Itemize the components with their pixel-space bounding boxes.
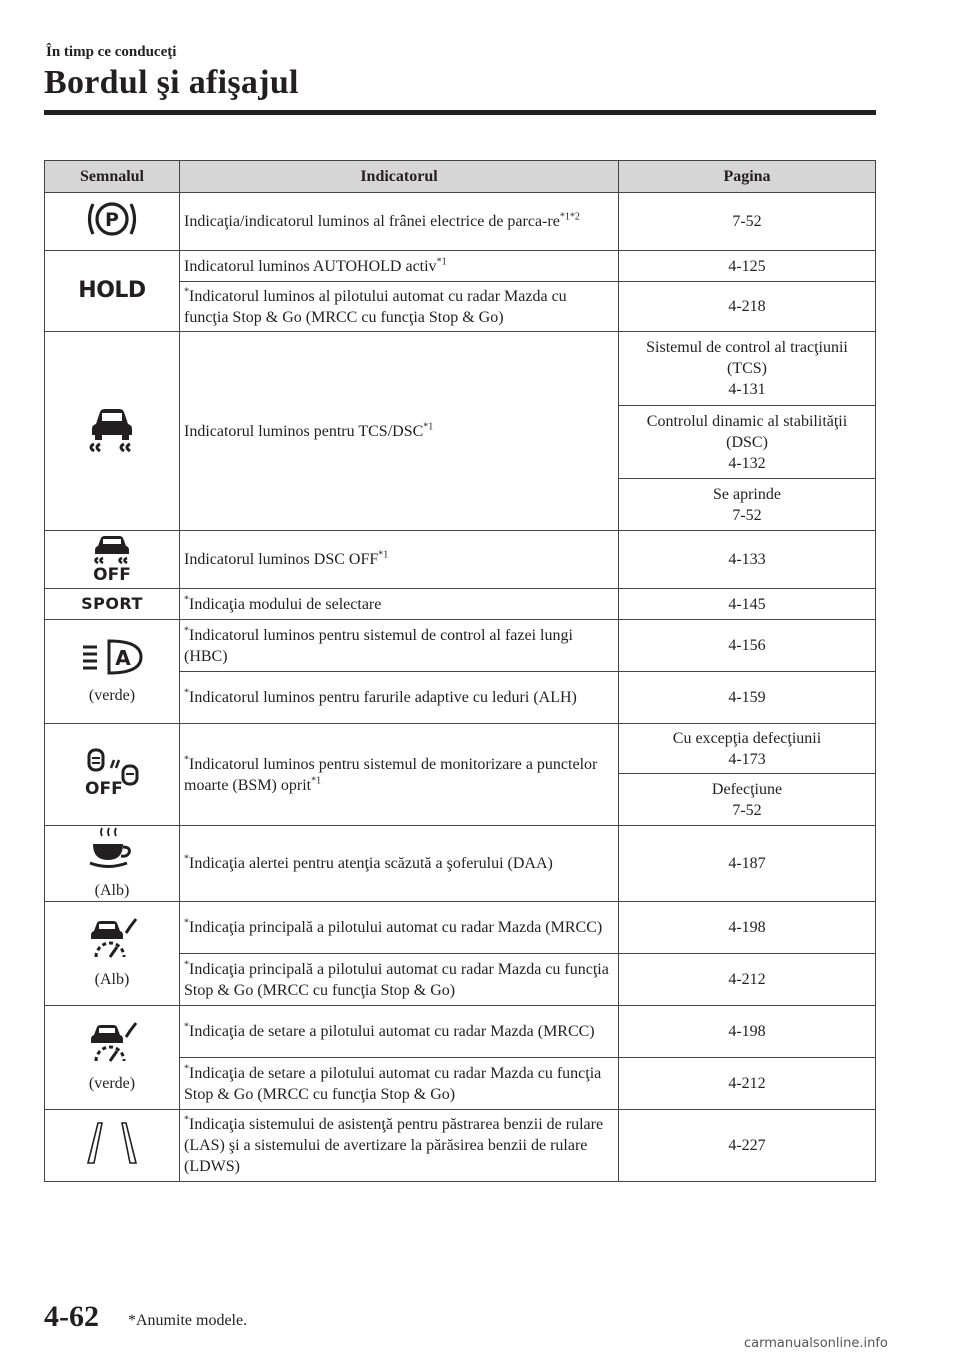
page-cell: 4-198: [619, 1006, 876, 1058]
page-ref: 7-52: [732, 801, 762, 819]
indicator-cell: [180, 1110, 619, 1182]
indicator-text: Indicaţia de setare a pilotului automat cu radar Mazda cu funcţia Stop & Go (MRCC cu funcţia Stop & Go): [184, 1064, 602, 1103]
page-cell: 4-125: [619, 251, 876, 282]
indicator-text: Indicatorul luminos pentru farurile adaptive cu leduri (ALH): [189, 689, 577, 706]
indicator-cell: [180, 193, 619, 251]
page-ref: 4-131: [728, 381, 766, 398]
page-cell: 4-212: [619, 1058, 876, 1110]
page-ref: 4-132: [728, 454, 766, 472]
signal-cell: [45, 193, 180, 251]
table-row: [45, 1006, 876, 1058]
footnote-mark: *1: [423, 421, 434, 433]
page-cell: 7-52: [619, 193, 876, 251]
indicator-text: Indicatorul luminos AUTOHOLD activ: [184, 257, 437, 275]
page-cell: 4-156: [619, 620, 876, 672]
page-cell: [619, 774, 876, 826]
icon-color-label: (verde): [88, 1075, 136, 1092]
page-cell: [619, 332, 876, 406]
footnote-mark: *: [184, 594, 189, 606]
column-header-page: Pagina: [619, 161, 876, 193]
signal-cell: [45, 251, 180, 332]
page-cell: 4-133: [619, 531, 876, 589]
bsm-off-icon-label: OFF: [85, 778, 123, 798]
indicator-text: Indicatorul luminos pentru TCS/DSC: [184, 422, 424, 440]
footnote-mark: *: [184, 917, 189, 929]
footnote-mark: *: [184, 687, 189, 699]
signal-cell: [45, 1006, 180, 1110]
indicator-cell: [180, 282, 619, 332]
icon-color-label: (Alb): [94, 882, 130, 899]
svg-text:A: A: [115, 646, 131, 670]
footnote-mark: *1: [378, 549, 389, 561]
page-note: (TCS): [727, 360, 767, 377]
bsm-off-icon: [81, 746, 143, 798]
signal-cell: [45, 620, 180, 724]
table-row: [45, 332, 876, 406]
footnote-mark: *: [184, 1021, 189, 1033]
signal-cell: [45, 1110, 180, 1182]
page-note: (DSC): [726, 433, 768, 451]
page-title: Bordul şi afişajul: [44, 64, 299, 101]
indicator-text: Indicaţia principală a pilotului automat cu radar Mazda cu funcţia Stop & Go (MRCC cu funcţia Stop & Go): [184, 960, 609, 999]
table-header-row: [45, 161, 876, 193]
indicator-text: Indicaţia sistemului de asistenţă pentru păstrarea benzii de rulare (LAS) şi a sistemului de avertizare la părăsirea benzii de rulare (LDWS): [184, 1116, 604, 1175]
page-note: Sistemul de control al tracţiunii: [646, 339, 848, 356]
indicator-cell: [180, 724, 619, 826]
page-note: Se aprinde: [713, 485, 781, 503]
table-row: [45, 1110, 876, 1182]
table-row: [45, 251, 876, 282]
section-subtitle: În timp ce conduceţi: [46, 44, 177, 60]
svg-text:P: P: [105, 208, 119, 231]
footnote-mark: *: [184, 959, 189, 971]
indicator-cell: [180, 902, 619, 954]
icon-color-label: (verde): [88, 687, 136, 704]
table-row: [45, 826, 876, 902]
page-note: Defecţiune: [711, 780, 783, 798]
indicator-text: Indicatorul luminos pentru sistemul de control al fazei lungi (HBC): [184, 626, 573, 665]
page-cell: 4-187: [619, 826, 876, 902]
footnote-mark: *: [184, 853, 189, 865]
indicator-cell: [180, 954, 619, 1006]
icon-color-label: (Alb): [94, 971, 130, 988]
hold-icon: HOLD: [78, 277, 146, 303]
watermark: carmanualsonline.info: [744, 1336, 888, 1351]
footnote-mark: *: [184, 286, 189, 298]
table-row: [45, 531, 876, 589]
indicator-cell: [180, 1058, 619, 1110]
footnote-mark: *1: [311, 775, 322, 787]
indicator-cell: [180, 620, 619, 672]
dsc-off-icon-label: OFF: [93, 564, 131, 582]
footnote-mark: *: [184, 1114, 189, 1126]
indicator-cell: [180, 531, 619, 589]
indicator-text: Indicaţia alertei pentru atenţia scăzută a şoferului (DAA): [189, 855, 553, 872]
indicator-text: Indicaţia modului de selectare: [189, 595, 382, 613]
indicator-text: Indicaţia principală a pilotului automat cu radar Mazda (MRCC): [189, 919, 603, 936]
title-rule: [44, 110, 876, 115]
signal-cell: [45, 332, 180, 531]
footnote-mark: *: [184, 1063, 189, 1075]
page-note: Controlul dinamic al stabilităţii: [646, 412, 848, 430]
high-beam-auto-icon: [79, 637, 145, 677]
lane-lines-icon: [72, 1121, 152, 1165]
signal-cell: [45, 826, 180, 902]
radar-cruise-icon: [84, 1021, 140, 1065]
page-number: 4-62: [44, 1300, 99, 1333]
page-cell: [619, 406, 876, 479]
footnote-mark: *: [184, 754, 189, 766]
table-row: [45, 589, 876, 620]
table-row: [45, 902, 876, 954]
page-cell: 4-145: [619, 589, 876, 620]
page-note: Cu excepţia defecţiunii: [672, 729, 822, 747]
indicator-cell: [180, 1006, 619, 1058]
dsc-off-icon: [84, 532, 140, 582]
footnote-mark: *: [184, 625, 189, 637]
signal-cell: [45, 902, 180, 1006]
indicator-text: Indicaţia de setare a pilotului automat cu radar Mazda (MRCC): [189, 1023, 595, 1040]
footnote-mark: *1: [436, 256, 447, 268]
page-cell: 4-227: [619, 1110, 876, 1182]
table-row: [45, 193, 876, 251]
signal-cell: [45, 531, 180, 589]
footnote-mark: *1*2: [559, 211, 580, 223]
page-cell: 4-159: [619, 672, 876, 724]
radar-cruise-icon: [84, 917, 140, 961]
column-header-indicator: Indicatorul: [180, 161, 619, 193]
table-row: [45, 620, 876, 672]
signals-table: [44, 160, 876, 1182]
page-cell: [619, 724, 876, 774]
skid-car-icon: [82, 402, 142, 454]
indicator-cell: [180, 332, 619, 531]
indicator-text: Indicaţia/indicatorul luminos al frânei electrice de parca-re: [184, 213, 560, 230]
sport-mode-icon: SPORT: [81, 594, 143, 613]
indicator-cell: [180, 672, 619, 724]
page-cell: 4-198: [619, 902, 876, 954]
indicator-text: Indicatorul luminos al pilotului automat cu radar Mazda cu funcţia Stop & Go (MRCC cu funcţia Stop & Go): [184, 287, 567, 326]
signal-cell: [45, 589, 180, 620]
indicator-text: Indicatorul luminos DSC OFF: [184, 551, 379, 568]
table-row: [45, 724, 876, 774]
page-cell: 4-212: [619, 954, 876, 1006]
indicator-cell: [180, 251, 619, 282]
column-header-signal: Semnalul: [45, 161, 180, 193]
page-ref: 4-173: [728, 750, 766, 768]
signal-cell: [45, 724, 180, 826]
coffee-cup-icon: [87, 826, 137, 872]
page-ref: 7-52: [732, 506, 762, 524]
indicator-cell: [180, 826, 619, 902]
indicator-text: Indicatorul luminos pentru sistemul de monitorizare a punctelor moarte (BSM) oprit: [184, 755, 598, 794]
indicator-cell: [180, 589, 619, 620]
page-cell: 4-218: [619, 282, 876, 332]
parking-brake-icon: [83, 198, 141, 240]
footnote: *Anumite modele.: [128, 1312, 248, 1329]
page-cell: [619, 479, 876, 531]
